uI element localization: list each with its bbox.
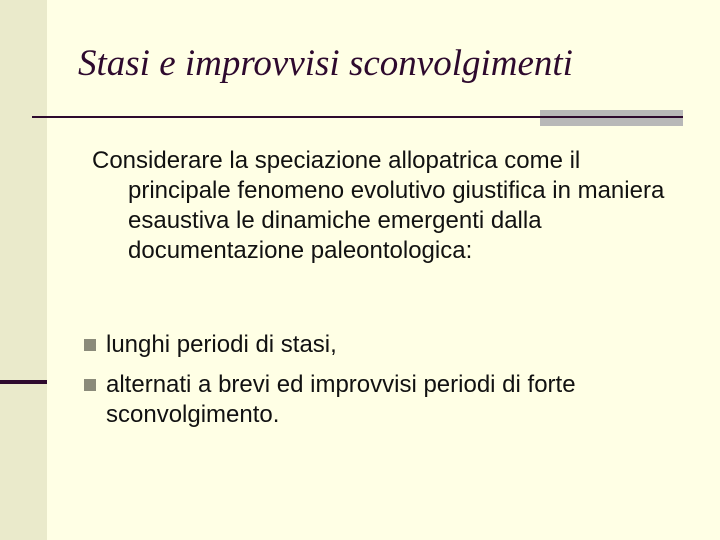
bullet-item	[84, 370, 684, 430]
left-decorative-bar	[0, 0, 47, 540]
square-bullet-icon	[84, 379, 96, 391]
intro-text: Considerare la speciazione allopatrica come il principale fenomeno evolutivo giustifica in maniera esaustiva le dinamiche emergenti dalla documentazione paleontologica:	[92, 147, 665, 264]
bullet-text: alternati a brevi ed improvvisi periodi di forte sconvolgimento.	[106, 371, 576, 428]
slide-title: Stasi e improvvisi sconvolgimenti	[78, 43, 573, 84]
bullet-text: lunghi periodi di stasi,	[106, 331, 337, 358]
square-bullet-icon	[84, 339, 96, 351]
intro-paragraph	[92, 146, 682, 266]
bullet-item	[84, 330, 684, 360]
left-accent-line	[0, 380, 47, 384]
title-rule-accent-line	[540, 116, 683, 118]
title-rule-accent	[540, 110, 683, 126]
bullet-list	[84, 330, 684, 444]
